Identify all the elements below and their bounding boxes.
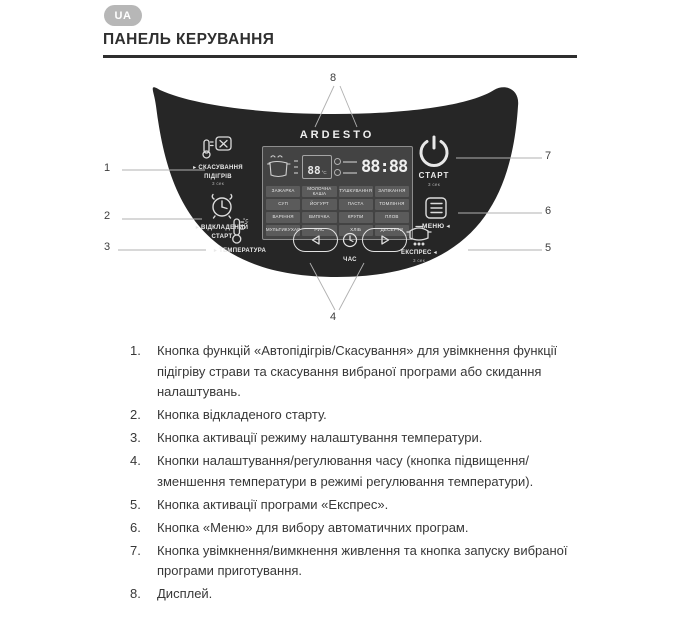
legend-item [130, 451, 582, 492]
temperature-label: ▸ ТЕМПЕРАТУРА [213, 248, 267, 254]
express-label: ЕКСПРЕС ◂ 3 сек [401, 250, 437, 263]
brand-logo: ARDESTO [299, 129, 375, 141]
program-cell: ТУШКУВАННЯ [339, 186, 373, 197]
cooking-pot-icon [266, 153, 292, 181]
legend-item [130, 428, 582, 449]
display [262, 146, 413, 240]
program-cell: КРУПИ [339, 212, 373, 223]
legend-item-number: 1. [130, 343, 141, 358]
power-start-icon [416, 134, 452, 175]
left-triangle-icon [312, 236, 319, 244]
time-decrease-button [293, 228, 338, 252]
callout-2: 2 [104, 210, 111, 222]
control-panel-diagram [0, 70, 680, 332]
legend-item [130, 584, 582, 605]
time-label: ЧАС [343, 257, 357, 263]
indicator-dot-icon [334, 158, 341, 165]
legend-item-number: 3. [130, 430, 141, 446]
legend-item-number: 8. [130, 586, 141, 602]
temperature-icon [227, 216, 251, 251]
display-temperature-unit: °C [321, 169, 327, 175]
legend-item [130, 341, 582, 403]
program-cell: МОЛОЧНА КАША [302, 186, 336, 197]
cancel-keepwarm-icon [197, 132, 237, 167]
title-divider [103, 55, 577, 58]
callout-1: 1 [104, 162, 111, 174]
program-cell: ЗАЖАРКА [266, 186, 300, 197]
callout-7: 7 [545, 150, 552, 162]
legend-item [130, 495, 582, 516]
display-tick-marks [294, 160, 300, 174]
menu-icon [423, 196, 449, 225]
callout-8: 8 [330, 72, 337, 84]
legend-item-text: Кнопка увімкнення/вимкнення живлення та кнопка запуску вибраної програми приготування. [157, 542, 568, 579]
program-cell: ХЛІБ [339, 225, 373, 236]
delay-start-label: ▸ ВІДКЛАДЕНИЙ СТАРТ [195, 225, 249, 240]
callout-6: 6 [545, 205, 552, 217]
callout-5: 5 [545, 242, 552, 254]
program-cell: ДЕСЕРТИ [375, 225, 409, 236]
legend-item-text: Кнопка активації програми «Експрес». [157, 496, 389, 512]
start-label: СТАРТ 3 сек [418, 171, 450, 187]
display-status-row [266, 150, 409, 184]
display-temperature-value: 88 [307, 164, 321, 177]
language-badge: UA [104, 5, 142, 26]
legend-item-number: 2. [130, 407, 141, 423]
legend-item-number: 6. [130, 519, 141, 535]
program-cell: СУП [266, 199, 300, 210]
legend-item [130, 541, 582, 582]
program-cell: ЙОГУРТ [302, 199, 336, 210]
legend-item-text: Кнопка «Меню» для вибору автоматичних програм. [157, 519, 469, 535]
program-cell: ЗАПІКАННЯ [375, 186, 409, 197]
legend-item-number: 7. [130, 542, 141, 558]
legend-item-text: Кнопка функцій «Автопідігрів/Скасування» для увімкнення функції підігріву страви та скасування вибраної програми або скидання налаштувань. [157, 343, 558, 400]
legend-item-text: Кнопка активації режиму налаштування температури. [157, 430, 483, 446]
display-temperature-box [302, 155, 332, 179]
svg-text:°c: °c [243, 218, 249, 225]
display-status-indicators [334, 158, 358, 176]
program-cell: ВАРІННЯ [266, 212, 300, 223]
indicator-dot-icon [334, 169, 341, 176]
clock-icon [342, 232, 358, 248]
express-pot-icon [405, 223, 433, 252]
legend-item [130, 405, 582, 426]
program-cell: РИС [302, 225, 336, 236]
program-cell: ПАСТА [339, 199, 373, 210]
legend-item-number: 4. [130, 453, 141, 469]
callout-4: 4 [330, 311, 337, 323]
program-cell: ВИПІЧКА [302, 212, 336, 223]
program-cell: ПЛОВ [375, 212, 409, 223]
callout-3: 3 [104, 241, 111, 253]
right-triangle-icon [382, 236, 389, 244]
legend-item-text: Дисплей. [157, 586, 213, 602]
cancel-keepwarm-label: ▸ СКАСУВАННЯ ПІДІГРІВ 3 сек [193, 165, 243, 187]
program-cell: ТОМЛІННЯ [375, 199, 409, 210]
legend-item-text: Кнопка відкладеного старту. [157, 407, 327, 423]
program-cell: МУЛЬТИКУХАР [266, 225, 300, 236]
legend-item-number: 5. [130, 496, 141, 512]
display-time-value: 88:88 [361, 156, 408, 177]
legend-item [130, 518, 582, 539]
page-title: ПАНЕЛЬ КЕРУВАННЯ [103, 31, 275, 48]
menu-label: МЕНЮ ◂ [421, 223, 451, 230]
legend-list [130, 341, 582, 607]
legend-item-text: Кнопки налаштування/регулювання часу (кнопка підвищення/зменшення температури в режимі регулювання температури). [157, 453, 534, 489]
